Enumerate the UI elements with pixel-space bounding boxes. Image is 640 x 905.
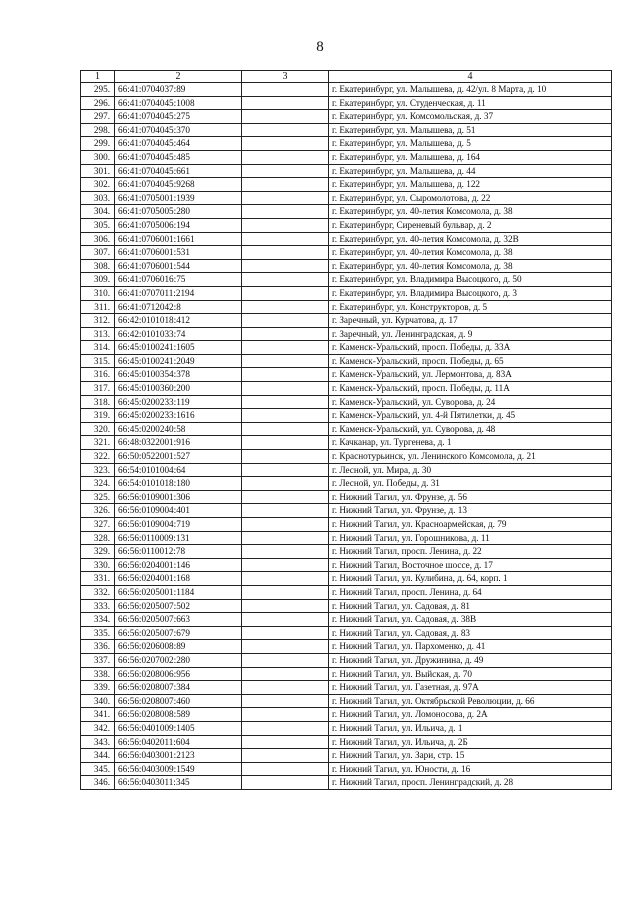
row-number: 326. <box>81 504 115 518</box>
cadastral-number: 66:56:0403009:1549 <box>115 762 242 776</box>
column-3-cell <box>242 232 329 246</box>
column-3-cell <box>242 653 329 667</box>
column-3-cell <box>242 191 329 205</box>
address-cell: г. Каменск-Уральский, просп. Победы, д. 11А <box>329 382 612 396</box>
cadastral-number: 66:45:0200240:58 <box>115 422 242 436</box>
address-cell: г. Качканар, ул. Тургенева, д. 1 <box>329 436 612 450</box>
column-3-cell <box>242 150 329 164</box>
column-3-cell <box>242 749 329 763</box>
address-cell: г. Екатеринбург, ул. Студенческая, д. 11 <box>329 96 612 110</box>
column-3-cell <box>242 626 329 640</box>
row-number: 304. <box>81 205 115 219</box>
row-number: 325. <box>81 490 115 504</box>
address-cell: г. Нижний Тагил, просп. Ленина, д. 64 <box>329 585 612 599</box>
cadastral-number: 66:56:0110012:78 <box>115 545 242 559</box>
column-3-cell <box>242 137 329 151</box>
address-cell: г. Нижний Тагил, ул. Садовая, д. 38В <box>329 613 612 627</box>
table-row <box>81 436 612 450</box>
table-row <box>81 776 612 790</box>
cadastral-number: 66:45:0100241:2049 <box>115 354 242 368</box>
table-row <box>81 191 612 205</box>
row-number: 296. <box>81 96 115 110</box>
column-3-cell <box>242 545 329 559</box>
table-row <box>81 463 612 477</box>
column-3-cell <box>242 721 329 735</box>
table-row <box>81 286 612 300</box>
column-3-cell <box>242 286 329 300</box>
table-row <box>81 572 612 586</box>
column-3-cell <box>242 667 329 681</box>
table-row <box>81 762 612 776</box>
address-cell: г. Екатеринбург, ул. Малышева, д. 51 <box>329 123 612 137</box>
address-cell: г. Екатеринбург, ул. Малышева, д. 122 <box>329 178 612 192</box>
column-3-cell <box>242 762 329 776</box>
address-cell: г. Нижний Тагил, ул. Пархоменко, д. 41 <box>329 640 612 654</box>
column-3-cell <box>242 382 329 396</box>
cadastral-number: 66:56:0208008:589 <box>115 708 242 722</box>
column-3-cell <box>242 776 329 790</box>
column-3-cell <box>242 327 329 341</box>
address-cell: г. Заречный, ул. Ленинградская, д. 9 <box>329 327 612 341</box>
table-row <box>81 681 612 695</box>
table-row <box>81 518 612 532</box>
address-cell: г. Екатеринбург, ул. Владимира Высоцкого, д. 3 <box>329 286 612 300</box>
row-number: 334. <box>81 613 115 627</box>
table-row <box>81 667 612 681</box>
cadastral-number: 66:56:0403001:2123 <box>115 749 242 763</box>
address-cell: г. Екатеринбург, ул. Конструкторов, д. 5 <box>329 300 612 314</box>
address-cell: г. Нижний Тагил, ул. Зари, стр. 15 <box>329 749 612 763</box>
address-cell: г. Нижний Тагил, ул. Дружинина, д. 49 <box>329 653 612 667</box>
table-row <box>81 341 612 355</box>
table-row <box>81 395 612 409</box>
cadastral-number: 66:42:0101018:412 <box>115 314 242 328</box>
column-3-cell <box>242 422 329 436</box>
cadastral-number: 66:41:0706001:531 <box>115 246 242 260</box>
address-cell: г. Нижний Тагил, ул. Ильича, д. 1 <box>329 721 612 735</box>
column-3-cell <box>242 463 329 477</box>
column-3-cell <box>242 218 329 232</box>
address-cell: г. Нижний Тагил, ул. Садовая, д. 81 <box>329 599 612 613</box>
column-3-cell <box>242 110 329 124</box>
header-col-1: 1 <box>81 71 115 83</box>
cadastral-number: 66:56:0207002:280 <box>115 653 242 667</box>
table-row <box>81 531 612 545</box>
table-row <box>81 327 612 341</box>
table-row <box>81 137 612 151</box>
column-3-cell <box>242 123 329 137</box>
cadastral-number: 66:56:0204001:168 <box>115 572 242 586</box>
table-row <box>81 218 612 232</box>
address-cell: г. Екатеринбург, Сиреневый бульвар, д. 2 <box>329 218 612 232</box>
address-cell: г. Нижний Тагил, ул. Горошникова, д. 11 <box>329 531 612 545</box>
table-row <box>81 96 612 110</box>
column-3-cell <box>242 164 329 178</box>
row-number: 328. <box>81 531 115 545</box>
address-cell: г. Екатеринбург, ул. Малышева, д. 44 <box>329 164 612 178</box>
row-number: 346. <box>81 776 115 790</box>
row-number: 295. <box>81 83 115 97</box>
row-number: 333. <box>81 599 115 613</box>
table-row <box>81 708 612 722</box>
column-3-cell <box>242 708 329 722</box>
table-row <box>81 599 612 613</box>
column-3-cell <box>242 368 329 382</box>
table-row <box>81 354 612 368</box>
registry-table <box>80 70 612 790</box>
cadastral-number: 66:45:0100354:378 <box>115 368 242 382</box>
row-number: 302. <box>81 178 115 192</box>
address-cell: г. Нижний Тагил, ул. Юности, д. 16 <box>329 762 612 776</box>
table-row <box>81 749 612 763</box>
column-3-cell <box>242 490 329 504</box>
cadastral-number: 66:45:0100360:200 <box>115 382 242 396</box>
address-cell: г. Екатеринбург, ул. 40-летия Комсомола, д. 38 <box>329 259 612 273</box>
table-body <box>81 83 612 790</box>
address-cell: г. Нижний Тагил, ул. Ломоносова, д. 2А <box>329 708 612 722</box>
column-3-cell <box>242 259 329 273</box>
column-3-cell <box>242 395 329 409</box>
table-row <box>81 558 612 572</box>
row-number: 303. <box>81 191 115 205</box>
row-number: 315. <box>81 354 115 368</box>
cadastral-number: 66:56:0208007:384 <box>115 681 242 695</box>
cadastral-number: 66:41:0707011:2194 <box>115 286 242 300</box>
address-cell: г. Екатеринбург, ул. Комсомольская, д. 37 <box>329 110 612 124</box>
row-number: 324. <box>81 477 115 491</box>
column-3-cell <box>242 531 329 545</box>
row-number: 319. <box>81 409 115 423</box>
column-3-cell <box>242 96 329 110</box>
address-cell: г. Нижний Тагил, просп. Ленина, д. 22 <box>329 545 612 559</box>
address-cell: г. Екатеринбург, ул. Малышева, д. 164 <box>329 150 612 164</box>
column-3-cell <box>242 178 329 192</box>
row-number: 298. <box>81 123 115 137</box>
row-number: 297. <box>81 110 115 124</box>
row-number: 316. <box>81 368 115 382</box>
table-row <box>81 653 612 667</box>
cadastral-number: 66:56:0205007:679 <box>115 626 242 640</box>
address-cell: г. Нижний Тагил, ул. Красноармейская, д. 79 <box>329 518 612 532</box>
address-cell: г. Нижний Тагил, просп. Ленинградский, д. 28 <box>329 776 612 790</box>
column-3-cell <box>242 735 329 749</box>
cadastral-number: 66:41:0705006:194 <box>115 218 242 232</box>
row-number: 306. <box>81 232 115 246</box>
table-row <box>81 110 612 124</box>
cadastral-number: 66:41:0704045:275 <box>115 110 242 124</box>
row-number: 340. <box>81 694 115 708</box>
table-row <box>81 178 612 192</box>
column-3-cell <box>242 246 329 260</box>
row-number: 327. <box>81 518 115 532</box>
cadastral-number: 66:48:0322001:916 <box>115 436 242 450</box>
table-row <box>81 314 612 328</box>
table-row <box>81 409 612 423</box>
address-cell: г. Нижний Тагил, ул. Газетная, д. 97А <box>329 681 612 695</box>
cadastral-number: 66:45:0100241:1605 <box>115 341 242 355</box>
column-3-cell <box>242 450 329 464</box>
row-number: 338. <box>81 667 115 681</box>
header-col-2: 2 <box>115 71 242 83</box>
address-cell: г. Нижний Тагил, ул. Октябрьской Революции, д. 66 <box>329 694 612 708</box>
column-3-cell <box>242 273 329 287</box>
address-cell: г. Екатеринбург, ул. 40-летия Комсомола, д. 38 <box>329 205 612 219</box>
table-row <box>81 259 612 273</box>
table-row <box>81 585 612 599</box>
cadastral-number: 66:41:0704037:89 <box>115 83 242 97</box>
address-cell: г. Краснотурьинск, ул. Ленинского Комсомола, д. 21 <box>329 450 612 464</box>
table-row <box>81 83 612 97</box>
table-row <box>81 613 612 627</box>
column-3-cell <box>242 681 329 695</box>
cadastral-number: 66:41:0704045:661 <box>115 164 242 178</box>
cadastral-number: 66:45:0200233:119 <box>115 395 242 409</box>
column-3-cell <box>242 558 329 572</box>
table-row <box>81 450 612 464</box>
address-cell: г. Каменск-Уральский, просп. Победы, д. 33А <box>329 341 612 355</box>
cadastral-number: 66:54:0101004:64 <box>115 463 242 477</box>
header-col-4: 4 <box>329 71 612 83</box>
cadastral-number: 66:41:0705005:280 <box>115 205 242 219</box>
address-cell: г. Каменск-Уральский, просп. Победы, д. 65 <box>329 354 612 368</box>
table-row <box>81 273 612 287</box>
address-cell: г. Лесной, ул. Мира, д. 30 <box>329 463 612 477</box>
row-number: 342. <box>81 721 115 735</box>
cadastral-number: 66:56:0206008:89 <box>115 640 242 654</box>
cadastral-number: 66:42:0101033:74 <box>115 327 242 341</box>
row-number: 300. <box>81 150 115 164</box>
table-row <box>81 545 612 559</box>
cadastral-number: 66:41:0704045:9268 <box>115 178 242 192</box>
address-cell: г. Екатеринбург, ул. Владимира Высоцкого, д. 50 <box>329 273 612 287</box>
address-cell: г. Екатеринбург, ул. 40-летия Комсомола, д. 32В <box>329 232 612 246</box>
address-cell: г. Нижний Тагил, Восточное шоссе, д. 17 <box>329 558 612 572</box>
row-number: 330. <box>81 558 115 572</box>
cadastral-number: 66:41:0704045:1008 <box>115 96 242 110</box>
row-number: 299. <box>81 137 115 151</box>
row-number: 313. <box>81 327 115 341</box>
cadastral-number: 66:56:0109004:719 <box>115 518 242 532</box>
header-col-3: 3 <box>242 71 329 83</box>
column-3-cell <box>242 518 329 532</box>
row-number: 345. <box>81 762 115 776</box>
column-3-cell <box>242 341 329 355</box>
row-number: 301. <box>81 164 115 178</box>
table-row <box>81 721 612 735</box>
cadastral-number: 66:41:0705001:1939 <box>115 191 242 205</box>
table-row <box>81 504 612 518</box>
cadastral-number: 66:56:0109001:306 <box>115 490 242 504</box>
address-cell: г. Екатеринбург, ул. 40-летия Комсомола, д. 38 <box>329 246 612 260</box>
column-3-cell <box>242 694 329 708</box>
cadastral-number: 66:56:0205001:1184 <box>115 585 242 599</box>
page-number: 8 <box>316 39 324 55</box>
cadastral-number: 66:41:0706016:75 <box>115 273 242 287</box>
table-row <box>81 150 612 164</box>
cadastral-number: 66:56:0205007:502 <box>115 599 242 613</box>
address-cell: г. Екатеринбург, ул. Малышева, д. 42/ул. 8 Марта, д. 10 <box>329 83 612 97</box>
address-cell: г. Нижний Тагил, ул. Кулибина, д. 64, корп. 1 <box>329 572 612 586</box>
row-number: 329. <box>81 545 115 559</box>
row-number: 312. <box>81 314 115 328</box>
cadastral-number: 66:41:0704045:370 <box>115 123 242 137</box>
column-3-cell <box>242 83 329 97</box>
cadastral-number: 66:56:0208006:956 <box>115 667 242 681</box>
address-cell: г. Екатеринбург, ул. Малышева, д. 5 <box>329 137 612 151</box>
column-3-cell <box>242 640 329 654</box>
column-3-cell <box>242 585 329 599</box>
column-3-cell <box>242 409 329 423</box>
cadastral-number: 66:41:0704045:464 <box>115 137 242 151</box>
column-3-cell <box>242 477 329 491</box>
row-number: 331. <box>81 572 115 586</box>
table-row <box>81 422 612 436</box>
cadastral-number: 66:56:0402011:604 <box>115 735 242 749</box>
cadastral-number: 66:56:0208007:460 <box>115 694 242 708</box>
table-row <box>81 477 612 491</box>
table-row <box>81 123 612 137</box>
row-number: 322. <box>81 450 115 464</box>
table-row <box>81 246 612 260</box>
address-cell: г. Каменск-Уральский, ул. Суворова, д. 48 <box>329 422 612 436</box>
column-3-cell <box>242 314 329 328</box>
cadastral-number: 66:56:0204001:146 <box>115 558 242 572</box>
cadastral-number: 66:41:0704045:485 <box>115 150 242 164</box>
row-number: 310. <box>81 286 115 300</box>
table-row <box>81 368 612 382</box>
cadastral-number: 66:56:0110009:131 <box>115 531 242 545</box>
cadastral-number: 66:41:0712042:8 <box>115 300 242 314</box>
column-3-cell <box>242 205 329 219</box>
row-number: 317. <box>81 382 115 396</box>
table-row <box>81 164 612 178</box>
row-number: 344. <box>81 749 115 763</box>
cadastral-number: 66:56:0403011:345 <box>115 776 242 790</box>
row-number: 305. <box>81 218 115 232</box>
address-cell: г. Каменск-Уральский, ул. 4-й Пятилетки, д. 45 <box>329 409 612 423</box>
row-number: 309. <box>81 273 115 287</box>
header-row <box>81 71 612 83</box>
address-cell: г. Екатеринбург, ул. Сыромолотова, д. 22 <box>329 191 612 205</box>
table-row <box>81 735 612 749</box>
column-3-cell <box>242 300 329 314</box>
address-cell: г. Нижний Тагил, ул. Фрунзе, д. 13 <box>329 504 612 518</box>
column-3-cell <box>242 599 329 613</box>
address-cell: г. Нижний Тагил, ул. Фрунзе, д. 56 <box>329 490 612 504</box>
row-number: 341. <box>81 708 115 722</box>
cadastral-number: 66:41:0706001:544 <box>115 259 242 273</box>
row-number: 320. <box>81 422 115 436</box>
row-number: 323. <box>81 463 115 477</box>
address-cell: г. Нижний Тагил, ул. Садовая, д. 83 <box>329 626 612 640</box>
column-3-cell <box>242 354 329 368</box>
row-number: 337. <box>81 653 115 667</box>
address-cell: г. Каменск-Уральский, ул. Суворова, д. 24 <box>329 395 612 409</box>
address-cell: г. Нижний Тагил, ул. Выйская, д. 70 <box>329 667 612 681</box>
row-number: 314. <box>81 341 115 355</box>
cadastral-number: 66:45:0200233:1616 <box>115 409 242 423</box>
table-row <box>81 205 612 219</box>
row-number: 332. <box>81 585 115 599</box>
row-number: 311. <box>81 300 115 314</box>
column-3-cell <box>242 572 329 586</box>
cadastral-number: 66:56:0401009:1405 <box>115 721 242 735</box>
table-row <box>81 382 612 396</box>
table-row <box>81 694 612 708</box>
row-number: 339. <box>81 681 115 695</box>
cadastral-number: 66:54:0101018:180 <box>115 477 242 491</box>
cadastral-number: 66:56:0109004:401 <box>115 504 242 518</box>
row-number: 307. <box>81 246 115 260</box>
address-cell: г. Каменск-Уральский, ул. Лермонтова, д. 83А <box>329 368 612 382</box>
row-number: 336. <box>81 640 115 654</box>
table-row <box>81 626 612 640</box>
column-3-cell <box>242 504 329 518</box>
address-cell: г. Нижний Тагил, ул. Ильича, д. 2Б <box>329 735 612 749</box>
table-row <box>81 232 612 246</box>
address-cell: г. Заречный, ул. Курчатова, д. 17 <box>329 314 612 328</box>
cadastral-number: 66:41:0706001:1661 <box>115 232 242 246</box>
row-number: 318. <box>81 395 115 409</box>
table-row <box>81 640 612 654</box>
column-3-cell <box>242 613 329 627</box>
row-number: 308. <box>81 259 115 273</box>
row-number: 343. <box>81 735 115 749</box>
row-number: 321. <box>81 436 115 450</box>
table-row <box>81 300 612 314</box>
cadastral-number: 66:56:0205007:663 <box>115 613 242 627</box>
address-cell: г. Лесной, ул. Победы, д. 31 <box>329 477 612 491</box>
table-row <box>81 490 612 504</box>
row-number: 335. <box>81 626 115 640</box>
column-3-cell <box>242 436 329 450</box>
cadastral-number: 66:50:0522001:527 <box>115 450 242 464</box>
